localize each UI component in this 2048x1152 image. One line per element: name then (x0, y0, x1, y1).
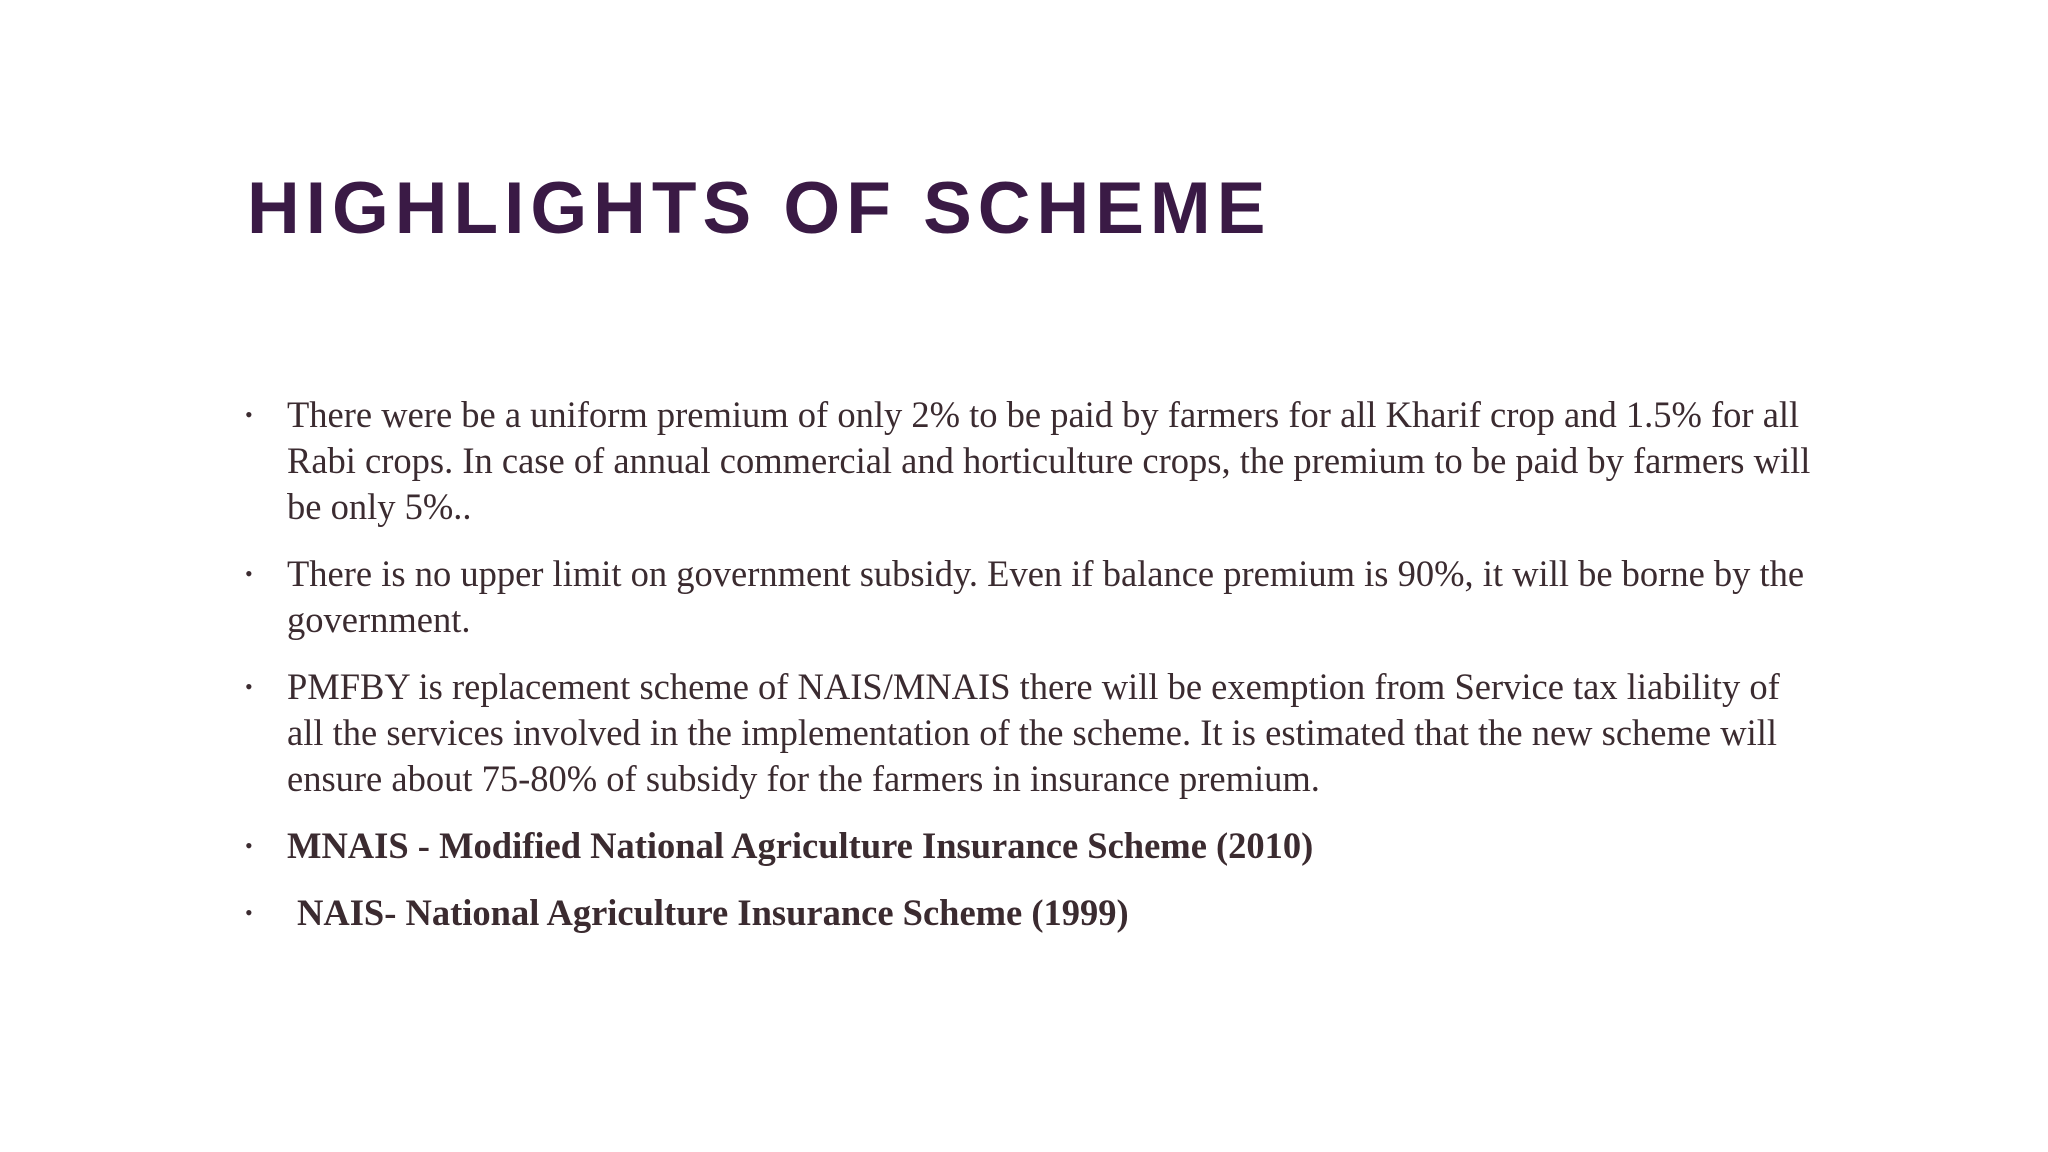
bullet-item (245, 392, 1825, 530)
bullet-dot-icon: • (245, 833, 253, 858)
bullet-text: PMFBY is replacement scheme of NAIS/MNAIS there will be exemption from Service tax liability of all the services involved in the implementation of the scheme. It is estimated that the new scheme will ensure about 75-80% of subsidy for the farmers in insurance premium. (287, 666, 1780, 799)
bullet-dot-icon: • (245, 674, 253, 699)
bullet-dot-icon: • (245, 900, 253, 925)
bullet-dot-icon: • (245, 561, 253, 586)
bullet-dot-icon: • (245, 402, 253, 427)
slide-title: HIGHLIGHTS OF SCHEME (247, 168, 1272, 249)
bullet-item (245, 664, 1825, 802)
bullet-list (245, 392, 1825, 957)
bullet-item (245, 551, 1825, 643)
bullet-item (245, 823, 1825, 869)
bullet-text: There were be a uniform premium of only 2% to be paid by farmers for all Kharif crop and 1.5% for all Rabi crops. In case of annual commercial and horticulture crops, the premium to be paid by farmers will be only 5%.. (287, 394, 1811, 527)
bullet-item (245, 890, 1825, 936)
bullet-text: NAIS- National Agriculture Insurance Scheme (1999) (297, 892, 1129, 933)
bullet-text: MNAIS - Modified National Agriculture Insurance Scheme (2010) (287, 825, 1314, 866)
bullet-text: There is no upper limit on government subsidy. Even if balance premium is 90%, it will be borne by the government. (287, 553, 1805, 640)
